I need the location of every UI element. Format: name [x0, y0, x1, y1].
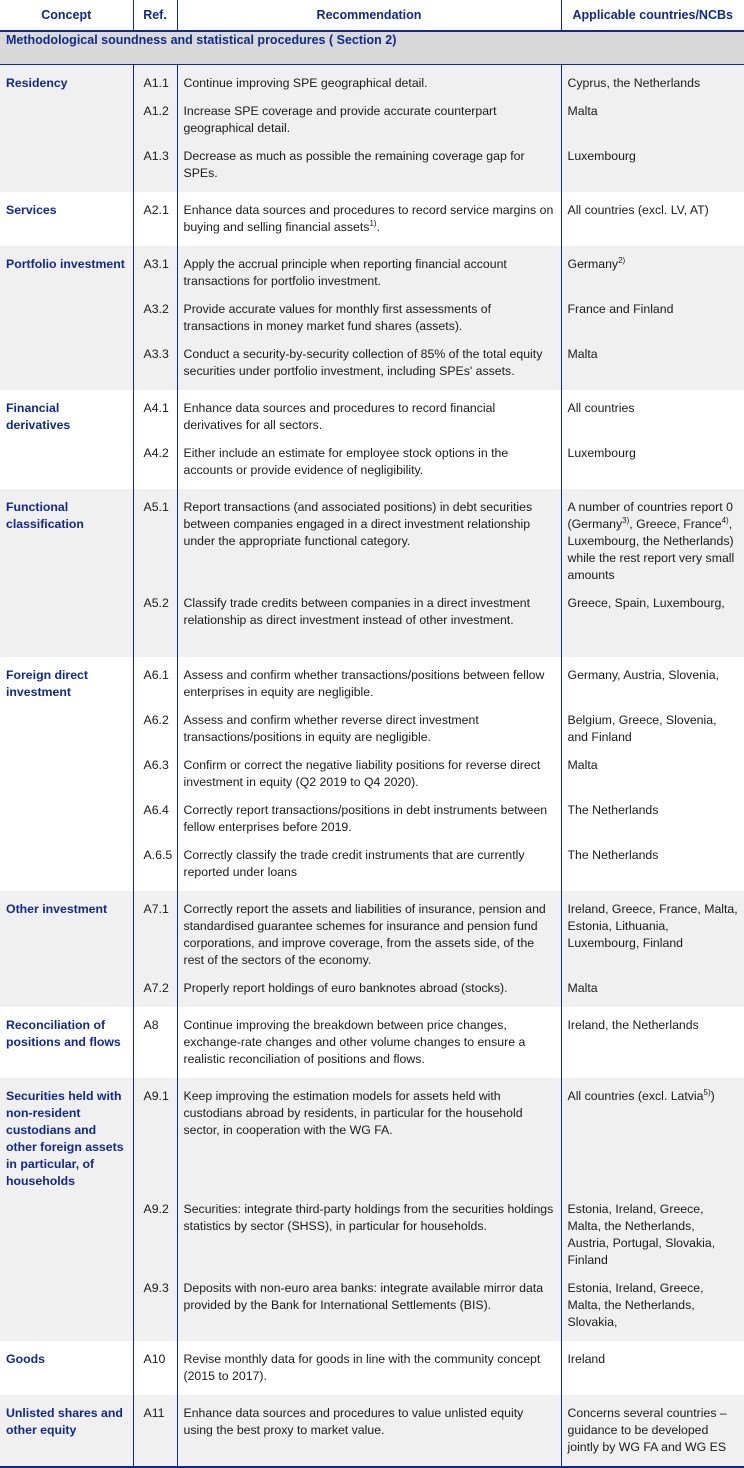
- countries-cell: Germany$^{2)}$: [561, 246, 744, 290]
- table-row: [0, 192, 744, 246]
- ref-cell: A1.3: [133, 137, 177, 192]
- section-row: [0, 31, 744, 65]
- table-row: [0, 390, 744, 434]
- table-row: [0, 891, 744, 969]
- concept-cell: Financial derivatives: [0, 390, 133, 434]
- footnote-marker: 4): [721, 516, 729, 525]
- countries-cell: France and Finland: [561, 290, 744, 335]
- ref-cell: A6.4: [133, 791, 177, 836]
- countries-cell: Germany, Austria, Slovenia,: [561, 657, 744, 701]
- ref-cell: A1.1: [133, 65, 177, 93]
- table-row: [0, 1190, 744, 1269]
- concept-cell: Reconciliation of positions and flows: [0, 1007, 133, 1078]
- recommendation-cell: Confirm or correct the negative liability positions for reverse direct investment in equity (Q2 2019 to Q4 2020).: [177, 746, 561, 791]
- countries-cell: All countries (excl. LV, AT): [561, 192, 744, 246]
- concept-cell: Functional classification: [0, 489, 133, 584]
- recommendation-cell: Deposits with non-euro area banks: integrate available mirror data provided by the Bank for International Settlements (BIS).: [177, 1269, 561, 1341]
- table-row: [0, 489, 744, 584]
- countries-cell: Ireland, the Netherlands: [561, 1007, 744, 1078]
- ref-cell: A6.3: [133, 746, 177, 791]
- ref-cell: A9.1: [133, 1078, 177, 1190]
- recommendation-cell: Correctly report transactions/positions in debt instruments between fellow enterprises before 2019.: [177, 791, 561, 836]
- recommendation-cell: Correctly report the assets and liabilities of insurance, pension and standardised guarantee schemes for insurance and pension fund corporations, and improve coverage, from the assets side, of the rest of the sectors of the economy.: [177, 891, 561, 969]
- recommendation-cell: Apply the accrual principle when reporting financial account transactions for portfolio investment.: [177, 246, 561, 290]
- table-row: [0, 791, 744, 836]
- recommendation-cell: Either include an estimate for employee stock options in the accounts or provide evidence of negligibility.: [177, 434, 561, 489]
- footnote-marker: 1): [369, 219, 377, 228]
- countries-cell: Malta: [561, 746, 744, 791]
- countries-cell: All countries (excl. Latvia$^{5)}$): [561, 1078, 744, 1190]
- countries-cell: Malta: [561, 969, 744, 1007]
- ref-cell: A9.2: [133, 1190, 177, 1269]
- header-recommendation: Recommendation: [177, 0, 561, 31]
- concept-cell: Securities held with non-resident custodians and other foreign assets in particular, of households: [0, 1078, 133, 1190]
- footnote-marker: 3): [622, 516, 630, 525]
- ref-cell: A2.1: [133, 192, 177, 246]
- concept-cell: Other investment: [0, 891, 133, 969]
- footnote-marker: 2): [618, 256, 626, 265]
- recommendation-cell: Report transactions (and associated positions) in debt securities between companies engaged in a direct investment relationship under the appropriate functional category.: [177, 489, 561, 584]
- footnote-marker: 5): [703, 1088, 711, 1097]
- table-row: [0, 1078, 744, 1190]
- countries-cell: A number of countries report 0 (Germany$^{3)}$, Greece, France$^{4)}$, Luxembourg, the Netherlands) while the rest report very small amounts: [561, 489, 744, 584]
- table-row: [0, 246, 744, 290]
- recommendation-cell: Decrease as much as possible the remaining coverage gap for SPEs.: [177, 137, 561, 192]
- concept-cell: Foreign direct investment: [0, 657, 133, 701]
- recommendation-cell: Correctly classify the trade credit instruments that are currently reported under loans: [177, 836, 561, 891]
- concept-cell: Services: [0, 192, 133, 246]
- table-row: [0, 657, 744, 701]
- ref-cell: A11: [133, 1395, 177, 1467]
- recommendation-cell: Keep improving the estimation models for assets held with custodians abroad by residents, in particular for the household sector, in cooperation with the WG FA.: [177, 1078, 561, 1190]
- countries-cell: Cyprus, the Netherlands: [561, 65, 744, 93]
- recommendation-cell: Enhance data sources and procedures to record service margins on buying and selling financial assets$^{1)}$.: [177, 192, 561, 246]
- countries-cell: Estonia, Ireland, Greece, Malta, the Netherlands, Austria, Portugal, Slovakia, Finland: [561, 1190, 744, 1269]
- concept-cell: Portfolio investment: [0, 246, 133, 290]
- recommendation-cell: Enhance data sources and procedures to value unlisted equity using the best proxy to market value.: [177, 1395, 561, 1467]
- recommendation-cell: Enhance data sources and procedures to record financial derivatives for all sectors.: [177, 390, 561, 434]
- ref-cell: A4.1: [133, 390, 177, 434]
- recommendation-cell: Provide accurate values for monthly first assessments of transactions in money market fund shares (assets).: [177, 290, 561, 335]
- countries-cell: Malta: [561, 335, 744, 390]
- table-row: [0, 434, 744, 489]
- recommendation-cell: Increase SPE coverage and provide accurate counterpart geographical detail.: [177, 92, 561, 137]
- countries-cell: Luxembourg: [561, 434, 744, 489]
- ref-cell: A5.1: [133, 489, 177, 584]
- recommendation-cell: Classify trade credits between companies in a direct investment relationship as direct investment instead of other investment.: [177, 584, 561, 657]
- ref-cell: A9.3: [133, 1269, 177, 1341]
- countries-cell: The Netherlands: [561, 836, 744, 891]
- recommendation-cell: Securities: integrate third-party holdings from the securities holdings statistics by sector (SHSS), in particular for households.: [177, 1190, 561, 1269]
- ref-cell: A.6.5: [133, 836, 177, 891]
- countries-cell: Belgium, Greece, Slovenia, and Finland: [561, 701, 744, 746]
- countries-cell: Greece, Spain, Luxembourg,: [561, 584, 744, 657]
- recommendation-cell: Assess and confirm whether reverse direct investment transactions/positions in equity are negligible.: [177, 701, 561, 746]
- ref-cell: A5.2: [133, 584, 177, 657]
- ref-cell: A1.2: [133, 92, 177, 137]
- countries-cell: Luxembourg: [561, 137, 744, 192]
- ref-cell: A3.1: [133, 246, 177, 290]
- recommendation-cell: Properly report holdings of euro banknotes abroad (stocks).: [177, 969, 561, 1007]
- recommendation-cell: Continue improving the breakdown between price changes, exchange-rate changes and other volume changes to ensure a realistic reconciliation of positions and flows.: [177, 1007, 561, 1078]
- ref-cell: A3.3: [133, 335, 177, 390]
- ref-cell: A10: [133, 1341, 177, 1395]
- table-row: [0, 746, 744, 791]
- table-row: [0, 1269, 744, 1341]
- table-row: [0, 836, 744, 891]
- table-row: [0, 1341, 744, 1395]
- table-row: [0, 701, 744, 746]
- countries-cell: Ireland: [561, 1341, 744, 1395]
- ref-cell: A4.2: [133, 434, 177, 489]
- recommendation-cell: Revise monthly data for goods in line with the community concept (2015 to 2017).: [177, 1341, 561, 1395]
- table-row: [0, 335, 744, 390]
- countries-cell: Malta: [561, 92, 744, 137]
- countries-cell: The Netherlands: [561, 791, 744, 836]
- countries-cell: All countries: [561, 390, 744, 434]
- ref-cell: A3.2: [133, 290, 177, 335]
- section-title: Methodological soundness and statistical procedures ( Section 2): [0, 31, 744, 65]
- ref-cell: A7.2: [133, 969, 177, 1007]
- table-row: [0, 92, 744, 137]
- header-countries: Applicable countries/NCBs: [561, 0, 744, 31]
- countries-cell: Estonia, Ireland, Greece, Malta, the Netherlands, Slovakia,: [561, 1269, 744, 1341]
- countries-cell: Concerns several countries – guidance to be developed jointly by WG FA and WG ES: [561, 1395, 744, 1467]
- ref-cell: A7.1: [133, 891, 177, 969]
- table-row: [0, 969, 744, 1007]
- table-row: [0, 137, 744, 192]
- table-row: [0, 584, 744, 657]
- header-concept: Concept: [0, 0, 133, 31]
- ref-cell: A8: [133, 1007, 177, 1078]
- table-row: [0, 1395, 744, 1467]
- table-row: [0, 290, 744, 335]
- recommendation-cell: Assess and confirm whether transactions/positions between fellow enterprises in equity are negligible.: [177, 657, 561, 701]
- concept-cell: Residency: [0, 65, 133, 93]
- ref-cell: A6.1: [133, 657, 177, 701]
- concept-cell: Unlisted shares and other equity: [0, 1395, 133, 1467]
- header-row: [0, 0, 744, 31]
- ref-cell: A6.2: [133, 701, 177, 746]
- header-ref: Ref.: [133, 0, 177, 31]
- table-row: [0, 1007, 744, 1078]
- concept-cell: Goods: [0, 1341, 133, 1395]
- table-row: [0, 65, 744, 93]
- recommendation-cell: Conduct a security-by-security collection of 85% of the total equity securities under portfolio investment, including SPEs' assets.: [177, 335, 561, 390]
- recommendation-cell: Continue improving SPE geographical detail.: [177, 65, 561, 93]
- countries-cell: Ireland, Greece, France, Malta, Estonia, Lithuania, Luxembourg, Finland: [561, 891, 744, 969]
